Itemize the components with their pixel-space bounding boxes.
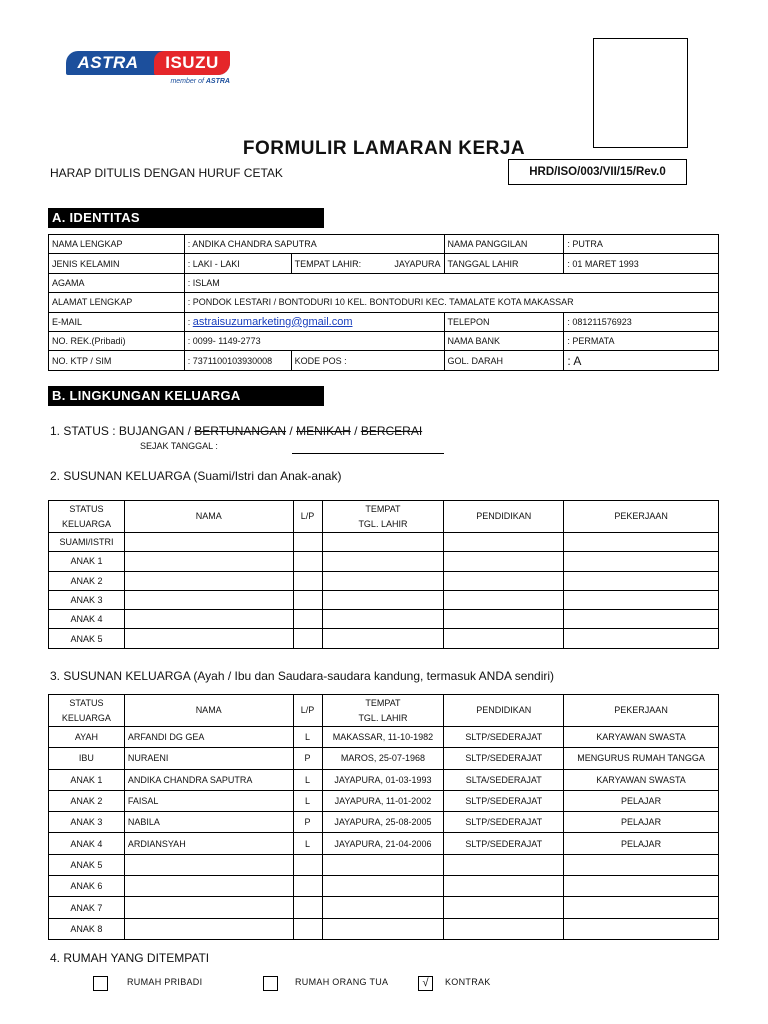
table-row — [49, 235, 719, 254]
cell-tempat-tgl[interactable] — [322, 610, 444, 629]
cell-tempat-tgl[interactable]: MAKASSAR, 11-10-1982 — [322, 727, 444, 748]
status-prefix: 1. STATUS : BUJANGAN / — [50, 424, 191, 438]
status-option-menikah[interactable]: MENIKAH — [296, 424, 351, 438]
question-3: 3. SUSUNAN KELUARGA (Ayah / Ibu dan Saudara-saudara kandung, termasuk ANDA sendiri) — [50, 669, 555, 683]
header-tempat-tgl: TEMPAT TGL. LAHIR — [322, 501, 444, 533]
cell-status: ANAK 4 — [49, 610, 125, 629]
cell-status: ANAK 5 — [49, 629, 125, 648]
spouse-children-table — [48, 500, 719, 649]
label-email: E-MAIL — [49, 312, 185, 331]
table-row — [49, 769, 719, 790]
label-kode-pos[interactable]: KODE POS : — [291, 351, 444, 370]
cell-pekerjaan[interactable]: PELAJAR — [564, 812, 719, 833]
table-header-row — [49, 501, 719, 533]
value-telepon[interactable]: : 081211576923 — [564, 312, 719, 331]
cell-lp[interactable]: P — [293, 812, 322, 833]
cell-pendidikan[interactable] — [444, 552, 564, 571]
table-row — [49, 897, 719, 918]
cell-nama[interactable]: FAISAL — [124, 790, 293, 811]
cell-lp[interactable] — [293, 854, 322, 875]
cell-lp[interactable] — [293, 552, 322, 571]
cell-tempat-tgl[interactable] — [322, 897, 444, 918]
cell-nama[interactable] — [124, 876, 293, 897]
email-link[interactable]: astraisuzumarketing@gmail.com — [192, 315, 353, 328]
cell-pekerjaan[interactable] — [564, 590, 719, 609]
value-tempat-lahir[interactable]: JAYAPURA — [367, 254, 444, 273]
table-row — [49, 876, 719, 897]
label-agama: AGAMA — [49, 273, 185, 292]
label-telepon: TELEPON — [444, 312, 564, 331]
cell-tempat-tgl[interactable]: JAYAPURA, 11-01-2002 — [322, 790, 444, 811]
header-lp: L/P — [293, 695, 322, 727]
cell-nama[interactable] — [124, 854, 293, 875]
photo-box[interactable] — [593, 38, 688, 148]
label-nama-panggilan: NAMA PANGGILAN — [444, 235, 564, 254]
value-nama-lengkap[interactable]: : ANDIKA CHANDRA SAPUTRA — [184, 235, 444, 254]
cell-tempat-tgl[interactable] — [322, 590, 444, 609]
checkbox-kontrak[interactable]: √ — [418, 976, 433, 991]
cell-lp[interactable] — [293, 876, 322, 897]
value-jenis-kelamin[interactable]: : LAKI - LAKI — [184, 254, 291, 273]
question-2: 2. SUSUNAN KELUARGA (Suami/Istri dan Anak-anak) — [50, 469, 342, 483]
cell-tempat-tgl[interactable] — [322, 876, 444, 897]
table-row — [49, 273, 719, 292]
cell-nama[interactable] — [124, 571, 293, 590]
status-line — [50, 424, 422, 438]
label-kontrak: KONTRAK — [445, 977, 491, 987]
cell-nama[interactable] — [124, 897, 293, 918]
value-nama-bank[interactable]: : PERMATA — [564, 331, 719, 350]
label-nama-bank: NAMA BANK — [444, 331, 564, 350]
status-separator: / — [289, 424, 293, 438]
status-option-bercerai[interactable]: BERCERAI — [360, 424, 423, 438]
cell-status: ANAK 3 — [49, 812, 125, 833]
cell-pekerjaan[interactable]: KARYAWAN SWASTA — [564, 727, 719, 748]
cell-pendidikan[interactable] — [444, 918, 564, 939]
cell-status: ANAK 8 — [49, 918, 125, 939]
table-row — [49, 254, 719, 273]
header-nama: NAMA — [124, 695, 293, 727]
header-nama: NAMA — [124, 501, 293, 533]
table-row — [49, 748, 719, 769]
cell-status: ANAK 2 — [49, 571, 125, 590]
table-row — [49, 533, 719, 552]
cell-status: IBU — [49, 748, 125, 769]
document-number: HRD/ISO/003/VII/15/Rev.0 — [508, 159, 687, 185]
cell-pendidikan[interactable]: SLTP/SEDERAJAT — [444, 812, 564, 833]
company-logo — [66, 51, 230, 91]
since-date-field[interactable] — [292, 453, 444, 454]
cell-status: ANAK 7 — [49, 897, 125, 918]
cell-nama[interactable]: ARDIANSYAH — [124, 833, 293, 854]
section-a-title: A. IDENTITAS — [48, 208, 324, 228]
cell-tempat-tgl[interactable]: JAYAPURA, 01-03-1993 — [322, 769, 444, 790]
cell-lp[interactable]: L — [293, 727, 322, 748]
cell-status: ANAK 1 — [49, 769, 125, 790]
cell-pendidikan[interactable]: SLTP/SEDERAJAT — [444, 790, 564, 811]
table-row — [49, 312, 719, 331]
table-header-row — [49, 695, 719, 727]
label-alamat: ALAMAT LENGKAP — [49, 293, 185, 312]
cell-pendidikan[interactable] — [444, 897, 564, 918]
cell-tempat-tgl[interactable]: JAYAPURA, 25-08-2005 — [322, 812, 444, 833]
cell-pekerjaan[interactable]: PELAJAR — [564, 790, 719, 811]
cell-nama[interactable] — [124, 590, 293, 609]
cell-tempat-tgl[interactable]: JAYAPURA, 21-04-2006 — [322, 833, 444, 854]
table-row — [49, 629, 719, 648]
cell-pekerjaan[interactable]: KARYAWAN SWASTA — [564, 769, 719, 790]
table-row — [49, 833, 719, 854]
cell-lp[interactable]: L — [293, 769, 322, 790]
table-row — [49, 854, 719, 875]
cell-pekerjaan[interactable] — [564, 571, 719, 590]
cell-status: ANAK 3 — [49, 590, 125, 609]
cell-status: AYAH — [49, 727, 125, 748]
label-tanggal-lahir: TANGGAL LAHIR — [444, 254, 564, 273]
table-row — [49, 571, 719, 590]
cell-nama[interactable] — [124, 552, 293, 571]
header-lp: L/P — [293, 501, 322, 533]
cell-nama[interactable] — [124, 918, 293, 939]
header-pendidikan: PENDIDIKAN — [444, 501, 564, 533]
cell-pekerjaan[interactable] — [564, 876, 719, 897]
cell-lp[interactable] — [293, 610, 322, 629]
cell-tempat-tgl[interactable] — [322, 854, 444, 875]
header-pendidikan: PENDIDIKAN — [444, 695, 564, 727]
cell-pekerjaan[interactable] — [564, 897, 719, 918]
status-option-bertunangan[interactable]: BERTUNANGAN — [194, 424, 287, 438]
value-ktp[interactable]: : 7371100103930008 — [184, 351, 291, 370]
cell-nama[interactable] — [124, 533, 293, 552]
cell-lp[interactable] — [293, 629, 322, 648]
cell-status: ANAK 1 — [49, 552, 125, 571]
cell-status: ANAK 2 — [49, 790, 125, 811]
value-agama[interactable]: : ISLAM — [184, 273, 718, 292]
cell-lp[interactable] — [293, 590, 322, 609]
status-separator: / — [354, 424, 358, 438]
cell-pekerjaan[interactable] — [564, 610, 719, 629]
value-email-cell[interactable] — [184, 312, 444, 331]
section-b-title: B. LINGKUNGAN KELUARGA — [48, 386, 324, 406]
table-row — [49, 812, 719, 833]
header-status: STATUS KELUARGA — [49, 695, 125, 727]
cell-tempat-tgl[interactable]: MAROS, 25-07-1968 — [322, 748, 444, 769]
header-status: STATUS KELUARGA — [49, 501, 125, 533]
label-jenis-kelamin: JENIS KELAMIN — [49, 254, 185, 273]
label-no-rek: NO. REK.(Pribadi) — [49, 331, 185, 350]
cell-tempat-tgl[interactable] — [322, 918, 444, 939]
cell-pendidikan[interactable] — [444, 610, 564, 629]
cell-nama[interactable]: NURAENI — [124, 748, 293, 769]
form-title: FORMULIR LAMARAN KERJA — [242, 138, 526, 159]
cell-lp[interactable]: L — [293, 833, 322, 854]
since-date-label: SEJAK TANGGAL : — [140, 441, 218, 451]
cell-lp[interactable] — [293, 571, 322, 590]
cell-pendidikan[interactable] — [444, 876, 564, 897]
cell-tempat-tgl[interactable] — [322, 552, 444, 571]
cell-pekerjaan[interactable] — [564, 552, 719, 571]
cell-status: ANAK 6 — [49, 876, 125, 897]
cell-tempat-tgl[interactable] — [322, 571, 444, 590]
cell-pendidikan[interactable] — [444, 629, 564, 648]
cell-lp[interactable] — [293, 897, 322, 918]
form-subtitle: HARAP DITULIS DENGAN HURUF CETAK — [50, 166, 283, 180]
cell-pekerjaan[interactable]: MENGURUS RUMAH TANGGA — [564, 748, 719, 769]
parents-siblings-table — [48, 694, 719, 940]
cell-pendidikan[interactable] — [444, 533, 564, 552]
table-row — [49, 918, 719, 939]
cell-pekerjaan[interactable] — [564, 629, 719, 648]
table-row — [49, 727, 719, 748]
cell-nama[interactable]: ARFANDI DG GEA — [124, 727, 293, 748]
checkbox-rumah-pribadi[interactable] — [93, 976, 108, 991]
logo-bar — [66, 51, 230, 75]
cell-status: ANAK 5 — [49, 854, 125, 875]
cell-lp[interactable] — [293, 918, 322, 939]
value-nama-panggilan[interactable]: : PUTRA — [564, 235, 719, 254]
cell-nama[interactable] — [124, 629, 293, 648]
cell-nama[interactable]: NABILA — [124, 812, 293, 833]
table-row — [49, 552, 719, 571]
value-gol-darah[interactable]: : A — [564, 351, 719, 370]
cell-pekerjaan[interactable] — [564, 533, 719, 552]
table-row — [49, 351, 719, 370]
identity-table — [48, 234, 719, 371]
header-pekerjaan: PEKERJAAN — [564, 695, 719, 727]
cell-status: ANAK 4 — [49, 833, 125, 854]
cell-pendidikan[interactable]: SLTP/SEDERAJAT — [444, 833, 564, 854]
label-rumah-orang-tua: RUMAH ORANG TUA — [295, 977, 389, 987]
label-nama-lengkap: NAMA LENGKAP — [49, 235, 185, 254]
cell-pendidikan[interactable]: SLTP/SEDERAJAT — [444, 748, 564, 769]
logo-member-text: member of ASTRA — [170, 78, 230, 85]
table-row — [49, 331, 719, 350]
cell-pendidikan[interactable]: SLTP/SEDERAJAT — [444, 727, 564, 748]
header-pekerjaan: PEKERJAAN — [564, 501, 719, 533]
cell-pekerjaan[interactable] — [564, 854, 719, 875]
cell-pekerjaan[interactable] — [564, 918, 719, 939]
table-row — [49, 610, 719, 629]
cell-status: SUAMI/ISTRI — [49, 533, 125, 552]
logo-isuzu-text: ISUZU — [154, 51, 230, 75]
cell-lp[interactable] — [293, 533, 322, 552]
cell-nama[interactable] — [124, 610, 293, 629]
cell-pekerjaan[interactable]: PELAJAR — [564, 833, 719, 854]
cell-pendidikan[interactable] — [444, 590, 564, 609]
cell-pendidikan[interactable] — [444, 571, 564, 590]
header-tempat-tgl: TEMPAT TGL. LAHIR — [322, 695, 444, 727]
cell-lp[interactable]: L — [293, 790, 322, 811]
cell-pendidikan[interactable]: SLTA/SEDERAJAT — [444, 769, 564, 790]
cell-nama[interactable]: ANDIKA CHANDRA SAPUTRA — [124, 769, 293, 790]
cell-lp[interactable]: P — [293, 748, 322, 769]
table-row — [49, 790, 719, 811]
label-rumah-pribadi: RUMAH PRIBADI — [127, 977, 203, 987]
table-row — [49, 590, 719, 609]
value-alamat[interactable]: : PONDOK LESTARI / BONTODURI 10 KEL. BONTODURI KEC. TAMALATE KOTA MAKASSAR — [184, 293, 718, 312]
value-tanggal-lahir[interactable]: : 01 MARET 1993 — [564, 254, 719, 273]
checkbox-rumah-orang-tua[interactable] — [263, 976, 278, 991]
logo-astra-text: ASTRA — [77, 53, 139, 72]
cell-tempat-tgl[interactable] — [322, 629, 444, 648]
cell-tempat-tgl[interactable] — [322, 533, 444, 552]
value-no-rek[interactable]: : 0099- 1149-2773 — [184, 331, 444, 350]
label-ktp: NO. KTP / SIM — [49, 351, 185, 370]
question-4: 4. RUMAH YANG DITEMPATI — [50, 951, 210, 965]
cell-pendidikan[interactable] — [444, 854, 564, 875]
table-row — [49, 293, 719, 312]
label-tempat-lahir: TEMPAT LAHIR: — [291, 254, 367, 273]
label-gol-darah: GOL. DARAH — [444, 351, 564, 370]
email-colon: : — [187, 316, 191, 327]
